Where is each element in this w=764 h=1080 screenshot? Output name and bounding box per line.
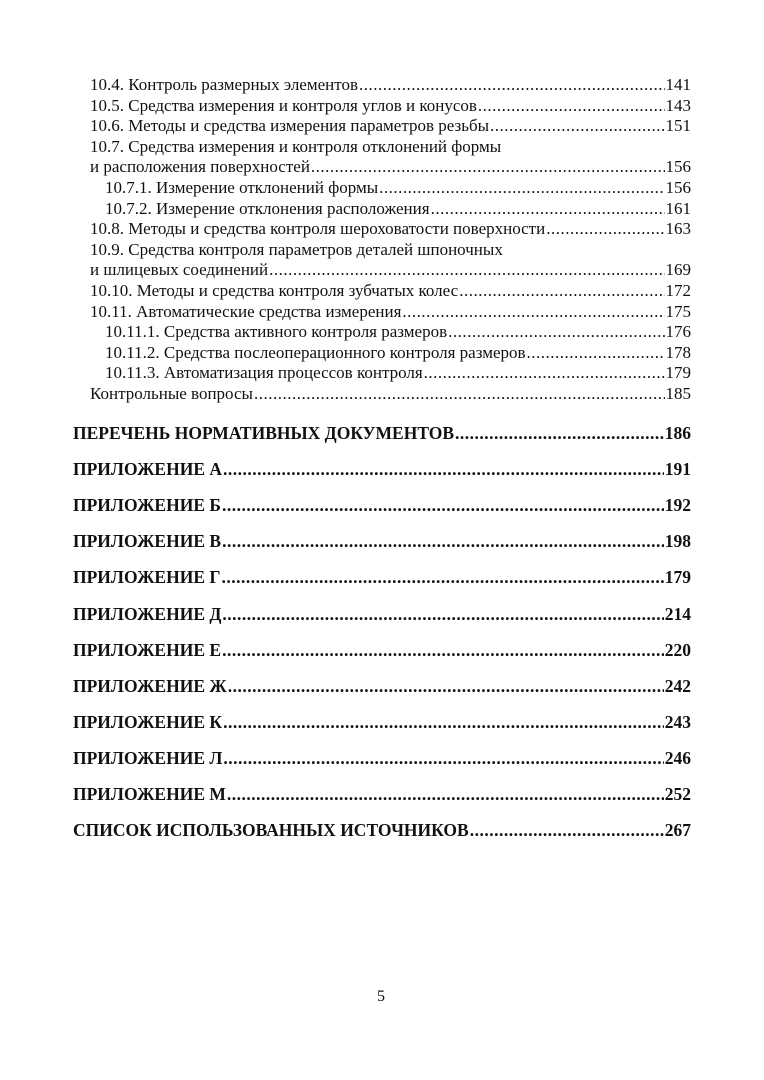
toc-entry[interactable] xyxy=(90,302,691,322)
toc-entry[interactable] xyxy=(90,281,691,301)
toc-entry-page: 175 xyxy=(665,301,691,321)
toc-section-page: 192 xyxy=(664,495,691,516)
dot-leader xyxy=(424,363,665,383)
toc-entry-page: 172 xyxy=(665,281,691,300)
toc-entry-title: и расположения поверхностей xyxy=(90,157,310,177)
dot-leader xyxy=(527,343,665,363)
page-number: 5 xyxy=(377,988,385,1005)
toc-section[interactable] xyxy=(73,712,691,732)
toc-section-page: 186 xyxy=(664,423,691,443)
toc-section-title: ПРИЛОЖЕНИЕ Д xyxy=(73,603,222,624)
toc-entry-title: 10.7.2. Измерение отклонения расположения xyxy=(105,198,430,218)
toc-section-page: 267 xyxy=(664,820,691,841)
toc-section[interactable] xyxy=(73,423,691,443)
toc-entry-page: 163 xyxy=(665,219,691,239)
toc-section-title: ПРИЛОЖЕНИЕ В xyxy=(73,531,222,552)
toc-section-title: ПРИЛОЖЕНИЕ Г xyxy=(73,567,221,588)
dot-leader xyxy=(546,219,664,239)
dot-leader xyxy=(222,640,664,660)
toc-entry[interactable] xyxy=(105,322,691,342)
toc-entry[interactable] xyxy=(90,157,691,177)
toc-section-title: ПРИЛОЖЕНИЕ Ж xyxy=(73,675,227,696)
toc-section-page: 242 xyxy=(664,675,691,696)
toc-entry-title: 10.11. Автоматические средства измерения xyxy=(90,301,402,321)
toc-entry[interactable] xyxy=(105,199,691,219)
dot-leader xyxy=(455,423,664,443)
toc-section-page: 191 xyxy=(664,459,691,480)
dot-leader xyxy=(459,281,664,301)
toc-section[interactable] xyxy=(73,784,691,804)
toc-section-title: ПРИЛОЖЕНИЕ М xyxy=(73,784,226,804)
dot-leader xyxy=(222,531,664,551)
toc-section[interactable] xyxy=(73,495,691,515)
toc-entry-page: 141 xyxy=(665,75,691,94)
toc-entry-page: 156 xyxy=(665,157,691,177)
toc-section-page: 179 xyxy=(664,567,691,588)
toc-section-title: ПРИЛОЖЕНИЕ Б xyxy=(73,495,221,516)
dot-leader xyxy=(490,116,664,136)
toc-entry-title: Контрольные вопросы xyxy=(90,384,253,403)
dot-leader xyxy=(254,384,665,404)
toc-entry[interactable] xyxy=(90,75,691,95)
toc-section-page: 246 xyxy=(664,747,691,768)
toc-section[interactable] xyxy=(73,640,691,660)
toc-entry-page: 176 xyxy=(665,322,691,342)
toc-section-title: ПРИЛОЖЕНИЕ А xyxy=(73,459,223,480)
toc-section[interactable] xyxy=(73,820,691,840)
dot-leader xyxy=(478,96,665,116)
toc-section-title: СПИСОК ИСПОЛЬЗОВАННЫХ ИСТОЧНИКОВ xyxy=(73,820,469,841)
toc-section-title: ПРИЛОЖЕНИЕ К xyxy=(73,711,223,732)
toc-section[interactable] xyxy=(73,748,691,768)
dot-leader xyxy=(223,712,664,732)
toc-section[interactable] xyxy=(73,459,691,479)
toc-section-page: 198 xyxy=(664,531,691,552)
toc-section[interactable] xyxy=(73,531,691,551)
toc-section-page: 214 xyxy=(664,603,691,624)
toc-entry-page: 143 xyxy=(665,95,691,115)
dot-leader xyxy=(227,784,664,804)
dot-leader xyxy=(222,495,664,515)
dot-leader xyxy=(379,178,664,198)
toc-entry-title: 10.11.1. Средства активного контроля размеров xyxy=(105,322,448,342)
toc-entry-page: 179 xyxy=(665,363,691,383)
dot-leader xyxy=(223,459,664,479)
toc-entry-page: 169 xyxy=(665,260,691,280)
toc-section[interactable] xyxy=(73,567,691,587)
toc-entry-page: 185 xyxy=(665,384,691,403)
toc-entry-title: 10.11.3. Автоматизация процессов контроля xyxy=(105,363,423,383)
toc-entry[interactable] xyxy=(105,178,691,198)
toc-entry[interactable] xyxy=(90,116,691,136)
toc-entry[interactable] xyxy=(90,384,691,404)
toc-section-page: 243 xyxy=(664,711,691,732)
toc-entry-title: и шлицевых соединений xyxy=(90,260,269,280)
toc-entry[interactable] xyxy=(90,219,691,239)
toc-entry-title: 10.11.2. Средства послеоперационного контроля размеров xyxy=(105,342,526,362)
toc-section[interactable] xyxy=(73,604,691,624)
toc-entry-page: 151 xyxy=(665,116,691,136)
dot-leader xyxy=(222,567,664,587)
toc-entry-page: 178 xyxy=(665,342,691,362)
toc-entry-title: 10.4. Контроль размерных элементов xyxy=(90,75,358,94)
dot-leader xyxy=(269,260,664,280)
toc-section-title: ПЕРЕЧЕНЬ НОРМАТИВНЫХ ДОКУМЕНТОВ xyxy=(73,423,455,443)
toc-entry-title: 10.5. Средства измерения и контроля углов и конусов xyxy=(90,95,477,115)
toc-entry[interactable] xyxy=(90,260,691,280)
toc-section-page: 252 xyxy=(664,784,691,804)
dot-leader xyxy=(311,157,665,177)
dot-leader xyxy=(223,748,663,768)
toc-entry-title: 10.10. Методы и средства контроля зубчатых колес xyxy=(90,281,459,300)
toc-entry-title-line: 10.7. Средства измерения и контроля отклонений формы xyxy=(90,136,502,156)
toc-entry[interactable] xyxy=(105,343,691,363)
toc-section[interactable] xyxy=(73,676,691,696)
dot-leader xyxy=(431,199,665,219)
dot-leader xyxy=(222,604,663,624)
toc-section-page: 220 xyxy=(664,639,691,660)
toc-entry-title: 10.7.1. Измерение отклонений формы xyxy=(105,178,379,197)
toc-entry[interactable] xyxy=(90,96,691,116)
toc-entry[interactable] xyxy=(105,363,691,383)
toc-entry-title: 10.6. Методы и средства измерения параметров резьбы xyxy=(90,116,490,136)
dot-leader xyxy=(359,75,665,95)
dot-leader xyxy=(448,322,664,342)
toc-section-title: ПРИЛОЖЕНИЕ Е xyxy=(73,639,222,660)
toc-entry-title-line: 10.9. Средства контроля параметров деталей шпоночных xyxy=(90,239,503,259)
dot-leader xyxy=(402,302,664,322)
toc-entry-page: 161 xyxy=(665,198,691,218)
toc-section-title: ПРИЛОЖЕНИЕ Л xyxy=(73,747,223,768)
dot-leader xyxy=(470,820,664,840)
dot-leader xyxy=(228,676,664,696)
toc-entry-page: 156 xyxy=(665,178,691,197)
toc-entry-title: 10.8. Методы и средства контроля шероховатости поверхности xyxy=(90,219,546,239)
